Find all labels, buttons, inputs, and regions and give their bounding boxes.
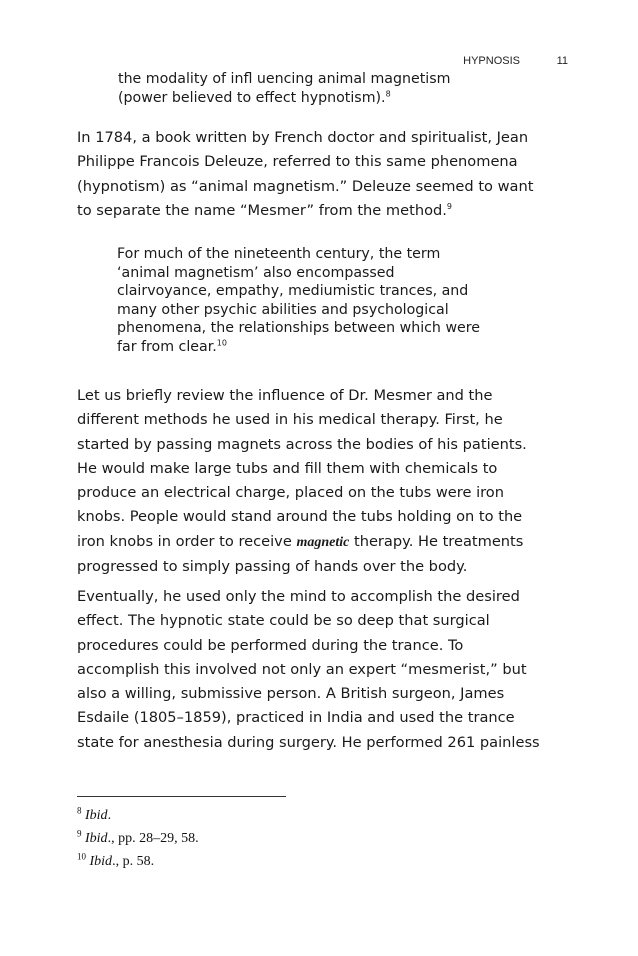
- text-line: In 1784, a book written by French doctor and spiritualist, Jean: [77, 129, 529, 146]
- footnote-ref[interactable]: 8: [385, 88, 391, 98]
- quote-line: the modality of infl uencing animal magnetism: [118, 71, 451, 87]
- text-line: Esdaile (1805–1859), practiced in India and used the trance: [77, 709, 515, 727]
- quote-line: phenomena, the relationships between which were: [117, 320, 481, 336]
- emphasized-word: magnetic: [296, 534, 350, 550]
- text-line: to separate the name “Mesmer” from the method.$^9$: [77, 201, 452, 219]
- block-quote-1: [118, 70, 538, 107]
- text-line: accomplish this involved not only an expert “mesmerist,” but: [77, 660, 527, 678]
- running-head: [0, 55, 638, 69]
- quote-line: For much of the nineteenth century, the term: [117, 246, 441, 262]
- text-line: also a willing, submissive person. A British surgeon, James: [77, 685, 505, 703]
- footnote-8: $^8$ Ibid.: [77, 805, 112, 823]
- text-line: started by passing magnets across the bodies of his patients.: [77, 435, 527, 453]
- paragraph-1: [77, 126, 577, 223]
- text-line: different methods he used in his medical therapy. First, he: [77, 411, 503, 429]
- text-line: Eventually, he used only the mind to accomplish the desired: [77, 588, 520, 605]
- quote-line: (power believed to effect hypnotism).$^8$: [118, 88, 391, 106]
- text-line: Let us briefly review the influence of Dr. Mesmer and the: [77, 387, 493, 404]
- footnote-ref[interactable]: 10: [216, 337, 227, 347]
- text-line: Philippe Francois Deleuze, referred to this same phenomena: [77, 153, 518, 171]
- footnote-ref[interactable]: 9: [446, 202, 452, 212]
- block-quote-2: [117, 245, 547, 356]
- text-line: produce an electrical charge, placed on the tubs were iron: [77, 484, 504, 502]
- text-line: effect. The hypnotic state could be so deep that surgical: [77, 612, 490, 630]
- quote-line: clairvoyance, empathy, mediumistic trances, and: [117, 283, 469, 299]
- quote-line: many other psychic abilities and psychological: [117, 301, 449, 318]
- footnote-separator: [77, 796, 286, 797]
- quote-line: ‘animal magnetism’ also encompassed: [117, 264, 395, 281]
- text-line: procedures could be performed during the trance. To: [77, 636, 464, 654]
- footnote-10: $^{10}$ Ibid., p. 58.: [77, 851, 155, 869]
- text-line: knobs. People would stand around the tubs holding on to the: [77, 508, 523, 526]
- footnote-9: $^9$ Ibid., pp. 28–29, 58.: [77, 828, 199, 846]
- footnotes: [77, 804, 477, 873]
- page-number: 11: [556, 55, 568, 67]
- text-line: He would make large tubs and fill them with chemicals to: [77, 459, 498, 477]
- text-line: (hypnotism) as “animal magnetism.” Deleuze seemed to want: [77, 177, 534, 195]
- paragraph-2: [77, 384, 577, 579]
- running-head-title: HYPNOSIS: [463, 55, 520, 67]
- text-line: state for anesthesia during surgery. He performed 261 painless: [77, 733, 540, 751]
- text-line: iron knobs in order to receive magnetic therapy. He treatments: [77, 532, 524, 550]
- text-line: progressed to simply passing of hands over the body.: [77, 558, 468, 576]
- paragraph-3: [77, 585, 577, 755]
- quote-line: far from clear.$^{10}$: [117, 337, 227, 355]
